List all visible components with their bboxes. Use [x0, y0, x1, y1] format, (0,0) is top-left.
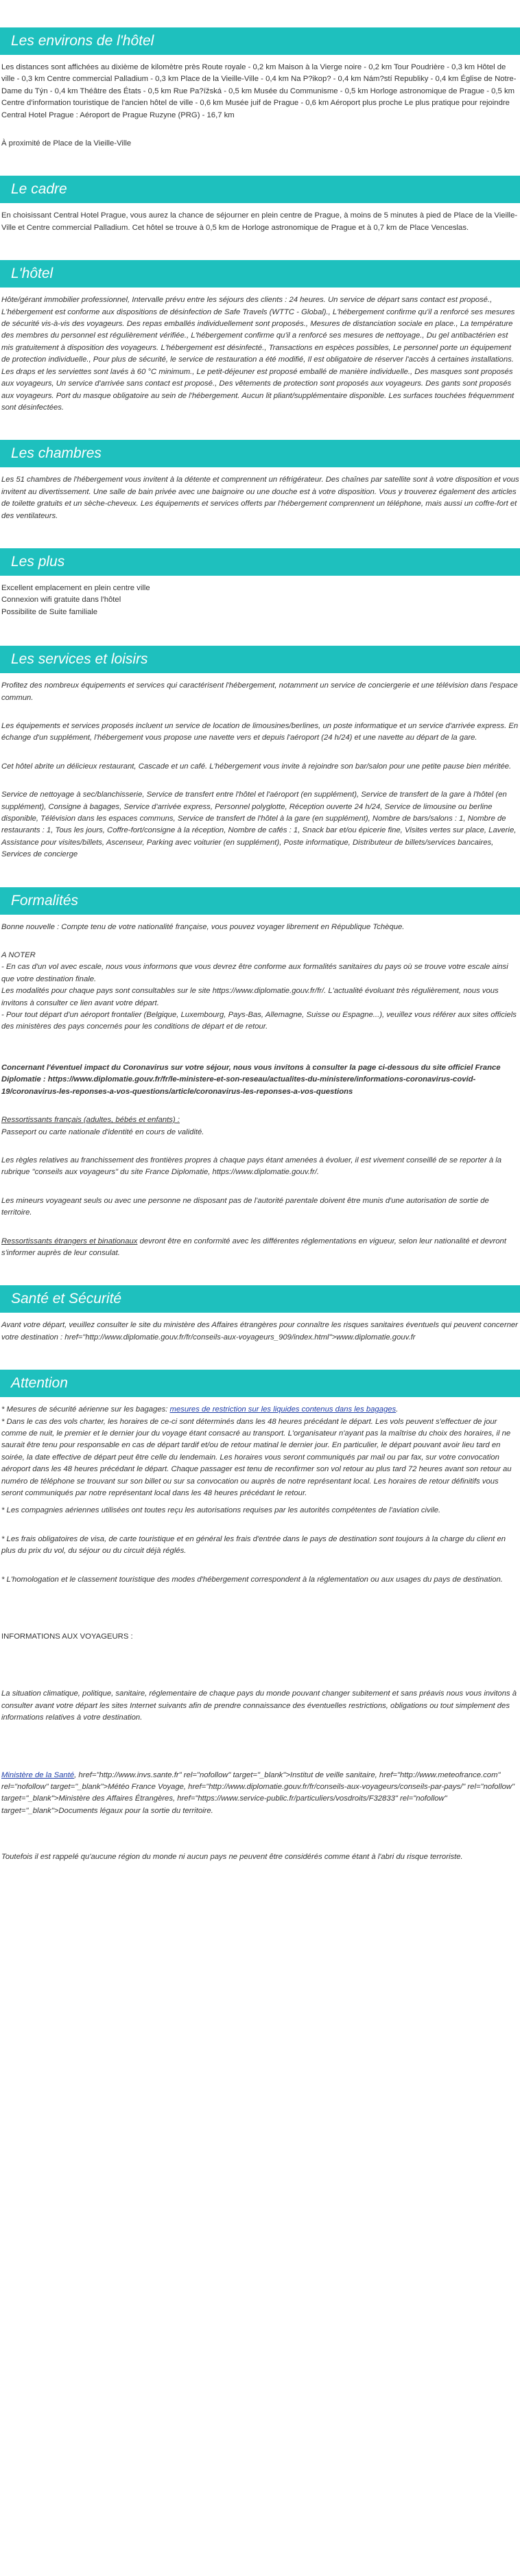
- services-paragraph-2: Les équipements et services proposés incluent un service de location de limousines/berlines, un poste informatique et un service d'arrivée express. En échange d'un supplément, l'hébergement vous propose une navette vers et depuis l'aéroport (24 h/24) et une navette au départ de la gare.: [1, 721, 519, 742]
- section-title-hotel: L'hôtel: [0, 260, 520, 288]
- section-title-plus: Les plus: [0, 548, 520, 576]
- section-plus: [0, 528, 520, 618]
- res-etr-block: [1, 1236, 520, 1260]
- section-sante: [0, 1265, 520, 1344]
- list-item: Connexion wifi gratuite dans l'hôtel: [1, 596, 121, 605]
- res-fr-title: Ressortissants français (adultes, bébés et enfants) :: [1, 1116, 180, 1125]
- list-item: Excellent emplacement en plein centre ville: [1, 583, 150, 592]
- section-title-cadre: Le cadre: [0, 176, 520, 203]
- res-fr-text: Passeport ou carte nationale d'identité en cours de validité.: [1, 1127, 204, 1136]
- environs-note: À proximité de Place de la Vieille-Ville: [1, 139, 132, 148]
- note-line: Les modalités pour chaque pays sont consultables sur le site https://www.diplomatie.gouv.fr/fr/. L'actualité évoluant très régulièrement, nous vous invitons à consulter ce lien avant votre départ.: [1, 987, 499, 1007]
- attention-paragraph-5: * L'homologation et le classement touristique des modes d'hébergement correspondent à la réglementation ou aux usages du pays de destination.: [1, 1575, 503, 1584]
- section-formalites: [0, 867, 520, 1260]
- services-paragraph-4: Service de nettoyage à sec/blanchisserie, Service de transfert entre l'hôtel et l'aéroport (en supplément), Service de transfert de la gare à l'hôtel (en supplément), Consigne à bagages, Service d'arrivée express, Personnel polyglotte, Réception ouverte 24 h/24, Service de limousine ou berline disponible, Télévision dans les espaces communs, Service de transfert de l'hôtel à la gare (en supplément), Nombre de bars/salons : 1, Nombre de restaurants : 1, Tous les jours, Coffre-fort/consigne à la réception, Nombre de cafés : 1, Snack bar et/ou épicerie fine, Visites vertes sur place, Laverie, Assistance pour visites/billets, Ascenseur, Parking avec voiturier (en supplément), Poste informatique, Distributeur de billets/services bancaires, Services de concierge: [1, 791, 517, 859]
- info-title: INFORMATIONS AUX VOYAGEURS :: [1, 1632, 133, 1641]
- ministere-sante-link[interactable]: Ministère de la Santé: [1, 1770, 75, 1779]
- res-etr-title: Ressortissants étrangers et binationaux: [1, 1237, 138, 1245]
- section-chambres: [0, 419, 520, 522]
- attention-paragraph-4: * Les frais obligatoires de visa, de carte touristique et en général les frais d'entrée dans le pays de destination sont toujours à la charge du client en plus du prix du vol, du séjour ou du circuit déjà réglés.: [1, 1534, 506, 1556]
- rules-text: Les règles relatives au franchissement des frontières propres à chaque pays étant amenées à évoluer, il est vivement conseillé de se reporter à la rubrique "conseils aux voyageurs" du site France Diplomatie, https://www.diplomatie.gouv.fr/.: [1, 1156, 502, 1177]
- note-line: - En cas d'un vol avec escale, nous vous informons que vous devrez être conforme aux formalités sanitaires du pays où se trouve votre escale ainsi que votre destination finale.: [1, 963, 508, 983]
- minors-text: Les mineurs voyageant seuls ou avec une personne ne disposant pas de l'autorité parentale doivent être munis d'une autorisation de sortie de territoire.: [1, 1196, 489, 1217]
- hotel-text: Hôte/gérant immobilier professionnel, Intervalle prévu entre les séjours des clients : 24 heures. Un service de départ sans contact est proposé., L'hébergement est conforme aux dispositions de désinfection de Safe Travels (WTTC - Global)., L'hébergement confirme qu'il a renforcé ses mesures de sécurité vis-à-vis des voyageurs. Des repas emballés individuellement sont proposés., Mesures de distanciation sociale en place., La température des membres du personnel est régulièrement vérifiée., L'hébergement confirme qu'il a renforcé ses mesures de nettoyage., Du gel antibactérien est mis gratuitement à disposition des voyageurs. L'hébergement est désinfecté., Transactions en espèces possibles, Le personnel porte un équipement de protection individuelle., Pour plus de sécurité, le service de restauration a été modifié, Il est obligatoire de réserver l'accès à certaines installations. Les draps et les serviettes sont lavés à 60 °C minimum., Le petit-déjeuner est proposé emballé de manière individuelle., Des masques sont proposés aux voyageurs, Un service d'arrivée sans contact est proposé., Des vêtements de protection sont proposés aux voyageurs. Des gants sont proposés aux voyageurs. Port du masque obligatoire au sein de l'hébergement. Aucun lit pliant/supplémentaire disponible. Les surfaces touchées fréquemment sont désinfectées.: [1, 296, 515, 412]
- attention-paragraph-1: [1, 1404, 520, 1416]
- liquids-restriction-link[interactable]: mesures de restriction sur les liquides contenus dans les bagages: [169, 1405, 397, 1414]
- attention-paragraph-7: [1, 1770, 520, 1818]
- attention-p7-rest: , href="http://www.invs.sante.fr" rel="nofollow" target="_blank">Institut de veille sanitaire, href="http://www.meteofrance.com" rel="nofollow" target="_blank">Météo France Voyage, href="http://www.diplomatie.gouv.fr/fr/conseils-aux-voyageurs/conseils-par-pays/" rel="nofollow" target="_blank">Ministère des Affaires Étrangères, href="https://www.service-public.fr/particuliers/vosdroits/F32833" rel="nofollow" target="_blank">Documents légaux pour la sortie du territoire.: [1, 1770, 515, 1815]
- services-paragraph-1: Profitez des nombreux équipements et services qui caractérisent l'hébergement, notamment un service de conciergerie et une télévision dans l'espace commun.: [1, 681, 518, 702]
- list-item: Possibilite de Suite familiale: [1, 607, 98, 616]
- covid-notice: Concernant l'éventuel impact du Coronavirus sur votre séjour, nous vous invitons à consulter la page ci-dessous du site officiel France Diplomatie : https://www.diplomatie.gouv.fr/fr/le-ministere-et-son-reseau/actualites-du-ministere/informations-coronavirus-covid-19/coronavirus-les-reponses-a-vos-questions/article/coronavirus-les-reponses-a-vos-questions: [1, 1063, 501, 1096]
- section-title-chambres: Les chambres: [0, 440, 520, 467]
- cadre-text: En choisissant Central Hotel Prague, vous aurez la chance de séjourner en plein centre de Prague, à moins de 5 minutes à pied de Place de la Vieille-Ville et Centre commercial Palladium. Cet hôtel se trouve à 0,5 km de Horloge astronomique de Prague et à 0,7 km de Place Venceslas.: [1, 211, 518, 232]
- section-title-services: Les services et loisirs: [0, 646, 520, 673]
- section-services: [0, 618, 520, 860]
- section-title-formalites: Formalités: [0, 887, 520, 915]
- res-etr-text: devront être en conformité avec les différentes réglementations en vigueur, selon leur nationalité et devront s'informer auprès de leur consulat.: [1, 1237, 506, 1257]
- attention-p1-suffix: .: [396, 1405, 399, 1414]
- section-cadre: [0, 155, 520, 234]
- attention-paragraph-3: * Les compagnies aériennes utilisées ont toutes reçu les autorisations requises par les autorités compétentes de l'aviation civile.: [1, 1506, 441, 1515]
- attention-paragraph-8: Toutefois il est rappelé qu'aucune région du monde ni aucun pays ne peuvent être considérés comme étant à l'abri du risque terroriste.: [1, 1853, 463, 1862]
- attention-p1-prefix: * Mesures de sécurité aérienne sur les bagages:: [1, 1405, 170, 1414]
- section-title-attention: Attention: [0, 1370, 520, 1397]
- section-environs: [0, 0, 520, 150]
- sante-text: Avant votre départ, veuillez consulter le site du ministère des Affaires étrangères pour connaître les risques sanitaires éventuels qui peuvent concerner votre destination : href="http://www.diplomatie.gouv.fr/fr/conseils-aux-voyageurs_909/index.html">www.diplomatie.gouv.fr: [1, 1321, 518, 1342]
- section-title-sante: Santé et Sécurité: [0, 1285, 520, 1313]
- environs-text: Les distances sont affichées au dixième de kilomètre près Route royale - 0,2 km Maison à la Vierge noire - 0,2 km Tour Poudrière - 0,3 km Hôtel de ville - 0,3 km Centre commercial Palladium - 0,3 km Place de la Vieille-Ville - 0,4 km Na P?ikop? - 0,4 km Nám?stí Republiky - 0,4 km Église de Notre-Dame du Týn - 0,4 km Théâtre des États - 0,5 km Rue Pa?ížská - 0,5 km Musée du Communisme - 0,5 km Horloge astronomique de Prague - 0,5 km Centre d'information touristique de l'ancien hôtel de ville - 0,6 km Musée juif de Prague - 0,6 km Aéroport plus proche Le plus pratique pour rejoindre Central Hotel Prague : Aéroport de Prague Ruzyne (PRG) - 16,7 km: [1, 63, 517, 119]
- chambres-text: Les 51 chambres de l'hébergement vous invitent à la détente et comprennent un réfrigérateur. Des chaînes par satellite sont à votre disposition et vous invitent au divertissement. Une salle de bain privée avec une baignoire ou une douche est à votre disposition. Vous y trouverez également des articles de toilette gratuits et un sèche-cheveux. Les équipements et services offerts par l'hébergement comprennent un téléphone, mais aussi un coffre-fort et des ventilateurs.: [1, 476, 519, 520]
- services-paragraph-3: Cet hôtel abrite un délicieux restaurant, Cascade et un café. L'hébergement vous invite à rejoindre son bar/salon pour une petite pause bien méritée.: [1, 762, 512, 771]
- section-hotel: [0, 239, 520, 414]
- section-attention: [0, 1349, 520, 1864]
- attention-paragraph-6: La situation climatique, politique, sanitaire, réglementaire de chaque pays du monde pouvant changer subitement et sans préavis nous vous invitons à consulter avant votre départ les sites Internet suivants afin de prendre connaissance des éventuelles restrictions, obligations ou tout simplement des informations relatives à votre destination.: [1, 1689, 517, 1722]
- note-line: - Pour tout départ d'un aéroport frontalier (Belgique, Luxembourg, Pays-Bas, Allemagne, Suisse ou Espagne...), veuillez vous référer aux sites officiels des ministères des pays concernés pour les conditions de départ et de retour.: [1, 1011, 517, 1031]
- formalites-intro: Bonne nouvelle : Compte tenu de votre nationalité française, vous pouvez voyager librement en République Tchèque.: [1, 922, 405, 931]
- attention-paragraph-2: * Dans le cas des vols charter, les horaires de ce-ci sont déterminés dans les 48 heures précédant le départ. Les vols peuvent s'effectuer de jour comme de nuit, le premier et le dernier jour du voyage étant consacré au transport. L'organisateur n'ayant pas la maîtrise du choix des horaires, il ne saurait être tenu pour responsable en cas de départ tardif et/ou de retour matinal le dernier jour. En particulier, le départ pouvant avoir lieu tard en soirée, la date effective de départ peut être celle du lendemain. Les horaires vous seront communiqués par mail ou par fax, sur votre convocation aéroport dans les 48 heures précédant le départ. Chaque passager est tenu de reconfirmer son vol retour au plus tard 72 heures avant son retour au numéro de téléphone se trouvant sur son billet ou sur sa convocation ou auprès de notre représentant local. Les horaires de retour définitifs vous seront communiqués par notre représentant local dans les 48 heures précédant le retour.: [1, 1417, 512, 1497]
- note-title: A NOTER: [1, 951, 36, 960]
- section-title-environs: Les environs de l'hôtel: [0, 27, 520, 55]
